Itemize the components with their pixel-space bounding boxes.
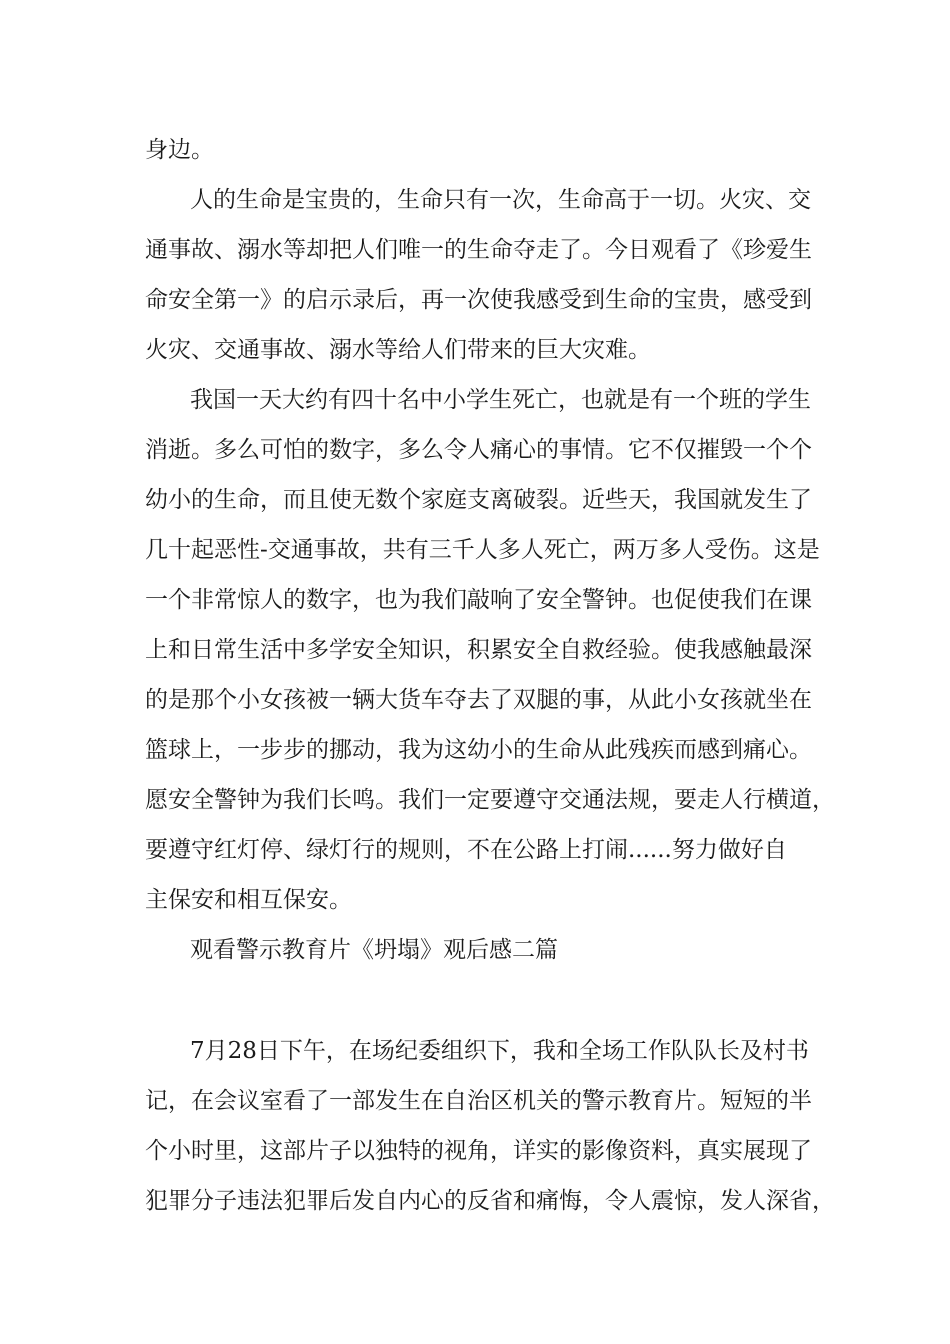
text-line: 犯罪分子违法犯罪后发自内心的反省和痛悔，令人震惊，发人深省，: [145, 1188, 835, 1214]
text-line: 通事故、溺水等却把人们唯一的生命夺走了。今日观看了《珍爱生: [145, 237, 812, 263]
text-line: 主保安和相互保安。: [145, 887, 352, 913]
text-line: 个小时里，这部片子以独特的视角，详实的影像资料，真实展现了: [145, 1138, 812, 1164]
text-line: 消逝。多么可怕的数字，多么令人痛心的事情。它不仅摧毁一个个: [145, 437, 812, 463]
text-line: 火灾、交通事故、溺水等给人们带来的巨大灾难。: [145, 337, 651, 363]
text-line: 的是那个小女孩被一辆大货车夺去了双腿的事，从此小女孩就坐在: [145, 687, 812, 713]
text-line: 幼小的生命，而且使无数个家庭支离破裂。近些天，我国就发生了: [145, 487, 812, 513]
text-line: 一个非常惊人的数字，也为我们敲响了安全警钟。也促使我们在课: [145, 587, 812, 613]
text-line: 身边。: [145, 137, 214, 163]
text-line: 愿安全警钟为我们长鸣。我们一定要遵守交通法规，要走人行横道，: [145, 787, 835, 813]
section-heading: 观看警示教育片《坍塌》观后感二篇: [190, 937, 558, 963]
text-line: 记，在会议室看了一部发生在自治区机关的警示教育片。短短的半: [145, 1088, 812, 1114]
text-line: 我国一天大约有四十名中小学生死亡，也就是有一个班的学生: [190, 387, 811, 413]
text-line: 7月28日下午，在场纪委组织下，我和全场工作队队长及村书: [190, 1038, 809, 1064]
text-line: 几十起恶性-交通事故，共有三千人多人死亡，两万多人受伤。这是: [145, 537, 820, 563]
text-line: 要遵守红灯停、绿灯行的规则，不在公路上打闹......努力做好自: [145, 837, 787, 863]
text-line: 上和日常生活中多学安全知识，积累安全自救经验。使我感触最深: [145, 637, 812, 663]
text-line: 命安全第一》的启示录后，再一次使我感受到生命的宝贵，感受到: [145, 287, 812, 313]
text-line: 人的生命是宝贵的，生命只有一次，生命高于一切。火灾、交: [190, 187, 811, 213]
text-line: 篮球上，一步步的挪动，我为这幼小的生命从此残疾而感到痛心。: [145, 737, 812, 763]
